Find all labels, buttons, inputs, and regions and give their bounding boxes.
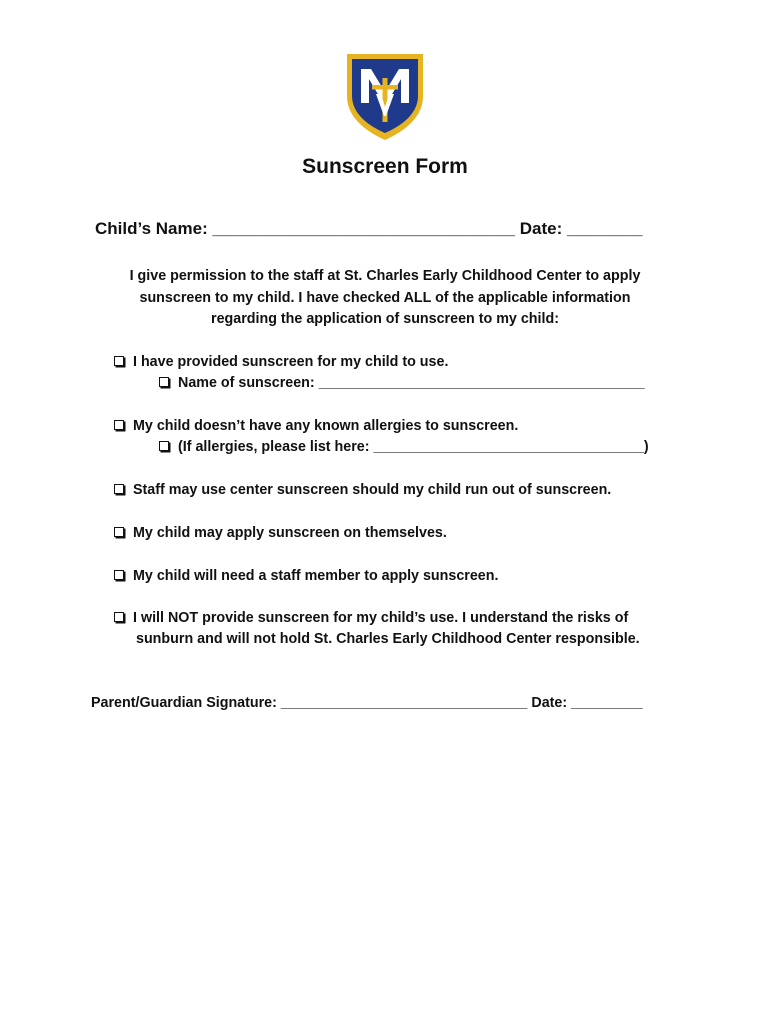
signature-date-label: Date: xyxy=(531,695,568,711)
checkbox[interactable] xyxy=(114,612,124,622)
option-label: Staff may use center sunscreen should my child run out of sunscreen. xyxy=(133,482,612,498)
child-name-field[interactable]: ________________________________ xyxy=(212,219,516,238)
form-title: Sunscreen Form xyxy=(302,155,468,178)
checkbox[interactable] xyxy=(114,420,124,430)
option-provided-sunscreen xyxy=(114,352,448,373)
option-label: My child may apply sunscreen on themselves. xyxy=(133,525,447,541)
option-continuation: sunburn and will not hold St. Charles Early Childhood Center responsible. xyxy=(136,631,640,647)
checkbox[interactable] xyxy=(114,570,124,580)
checkbox[interactable] xyxy=(159,377,169,387)
signature-field[interactable]: _______________________________ xyxy=(280,695,528,711)
checkbox[interactable] xyxy=(114,484,124,494)
checkbox[interactable] xyxy=(114,527,124,537)
sub-option-label[interactable]: Name of sunscreen: _________________________________________ xyxy=(178,375,645,391)
school-shield-logo xyxy=(345,52,425,142)
option-label: I have provided sunscreen for my child to use. xyxy=(133,354,449,370)
child-name-row xyxy=(95,219,643,239)
option-no-allergies xyxy=(114,416,518,437)
date-label: Date: xyxy=(519,219,563,238)
signature-date-field[interactable]: _________ xyxy=(571,695,643,711)
date-field[interactable]: ________ xyxy=(567,219,643,238)
option-label: My child doesn’t have any known allergies to sunscreen. xyxy=(133,418,519,434)
permission-statement xyxy=(95,266,675,331)
sub-option-allergies-list xyxy=(159,437,649,458)
option-label: My child will need a staff member to apply sunscreen. xyxy=(133,568,499,584)
option-staff-apply xyxy=(114,566,498,587)
signature-label: Parent/Guardian Signature: xyxy=(91,695,277,711)
intro-line: sunscreen to my child. I have checked ALL of the applicable information xyxy=(139,289,631,306)
checkbox[interactable] xyxy=(114,356,124,366)
child-name-label: Child’s Name: xyxy=(95,219,208,238)
sub-option-sunscreen-name xyxy=(159,373,645,394)
option-self-apply xyxy=(114,523,447,544)
option-center-sunscreen xyxy=(114,480,611,501)
intro-line: regarding the application of sunscreen to my child: xyxy=(211,311,559,327)
checkbox[interactable] xyxy=(159,441,169,451)
option-not-provide xyxy=(114,608,628,629)
signature-row xyxy=(91,695,643,711)
option-label: I will NOT provide sunscreen for my child’s use. I understand the risks of xyxy=(133,610,629,626)
sub-option-label[interactable]: (If allergies, please list here: __________________________________) xyxy=(178,439,649,455)
intro-line: I give permission to the staff at St. Charles Early Childhood Center to apply xyxy=(129,268,641,284)
